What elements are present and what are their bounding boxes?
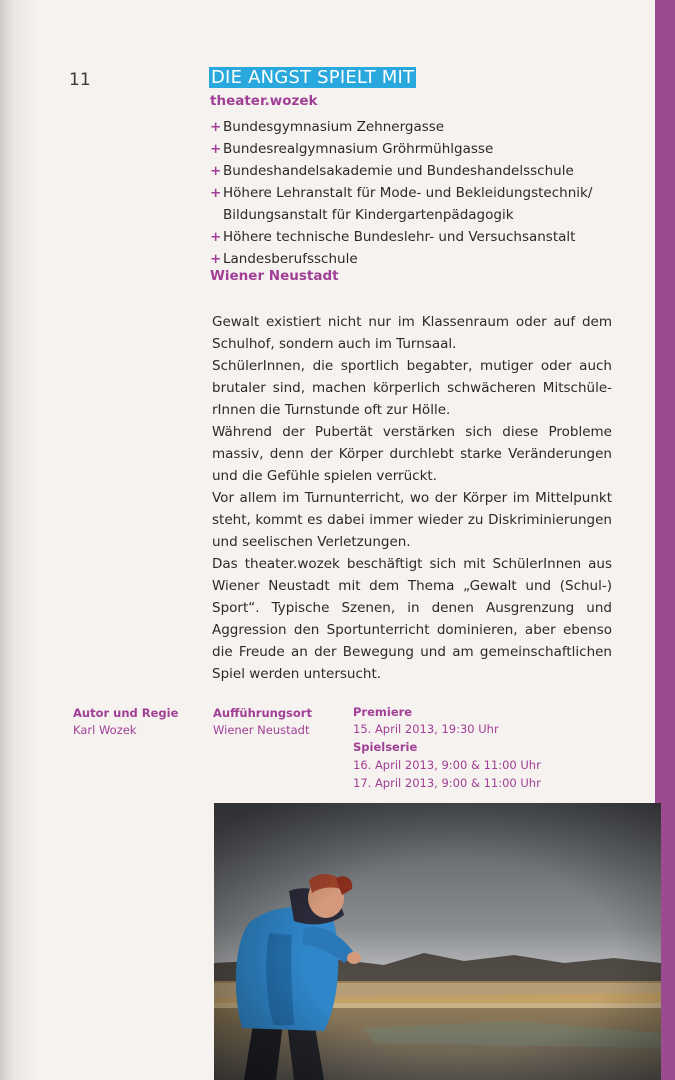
plus-bullet-icon: + bbox=[210, 119, 222, 135]
plus-bullet-icon: + bbox=[210, 185, 222, 201]
series-date: 16. April 2013, 9:00 & 11:00 Uhr bbox=[353, 758, 541, 772]
description-text bbox=[212, 311, 612, 685]
series-label: Spielserie bbox=[353, 740, 418, 754]
page-title: DIE ANGST SPIELT MIT bbox=[211, 67, 415, 88]
paragraph: Während der Pubertät verstärken sich diese Probleme massiv, denn der Körper durchlebt starke Veränderungen und die Gefühle spielen verrückt. bbox=[212, 424, 612, 484]
paragraph: Gewalt existiert nicht nur im Klassenraum oder auf dem Schulhof, sondern auch im Turnsaal. bbox=[212, 314, 612, 352]
school-item: + Bundesrealgymnasium Gröhrmühlgasse bbox=[210, 138, 650, 160]
company-name: theater.wozek bbox=[210, 93, 318, 109]
performance-photo-illustration bbox=[214, 803, 661, 1080]
plus-bullet-icon: + bbox=[210, 163, 222, 179]
author-value: Karl Wozek bbox=[73, 723, 137, 737]
premiere-label: Premiere bbox=[353, 705, 413, 719]
school-item: + Höhere Lehranstalt für Mode- und Bekleidungstechnik/ Bildungsanstalt für Kindergartenpädagogik bbox=[210, 182, 650, 226]
page-number: 11 bbox=[69, 70, 91, 90]
paragraph: SchülerInnen, die sportlich begabter, mutiger oder auch brutaler sind, machen körperlich schwächeren Mitschüle-rInnen die Turnstunde oft zur Hölle. bbox=[212, 358, 612, 418]
school-item: + Höhere technische Bundeslehr- und Versuchsanstalt bbox=[210, 226, 650, 248]
premiere-value: 15. April 2013, 19:30 Uhr bbox=[353, 722, 499, 736]
plus-bullet-icon: + bbox=[210, 251, 222, 267]
venue-value: Wiener Neustadt bbox=[213, 723, 310, 737]
paragraph: Das theater.wozek beschäftigt sich mit SchülerInnen aus Wiener Neustadt mit dem Thema „Gewalt und (Schul-) Sport“. Typische Szenen, in denen Ausgrenzung und Aggression den Sportunterricht dominieren, aber ebenso die Freude an der Bewegung und am gemeinschaftlichen Spiel werden untersucht. bbox=[212, 556, 612, 682]
school-list bbox=[210, 116, 650, 270]
school-item-continuation: Bildungsanstalt für Kindergartenpädagogik bbox=[223, 207, 514, 223]
author-label: Autor und Regie bbox=[73, 706, 179, 720]
school-item: + Bundesgymnasium Zehnergasse bbox=[210, 116, 650, 138]
performance-photo bbox=[214, 803, 661, 1080]
school-item: + Bundeshandelsakademie und Bundeshandelsschule bbox=[210, 160, 650, 182]
plus-bullet-icon: + bbox=[210, 229, 222, 245]
series-date: 17. April 2013, 9:00 & 11:00 Uhr bbox=[353, 776, 541, 790]
plus-bullet-icon: + bbox=[210, 141, 222, 157]
paragraph: Vor allem im Turnunterricht, wo der Körper im Mittelpunkt steht, kommt es dabei immer wieder zu Diskriminierungen und seelischen Verletzungen. bbox=[212, 490, 612, 550]
city-heading: Wiener Neustadt bbox=[210, 268, 339, 284]
school-item: + Landesberufsschule bbox=[210, 248, 650, 270]
venue-label: Aufführungsort bbox=[213, 706, 312, 720]
